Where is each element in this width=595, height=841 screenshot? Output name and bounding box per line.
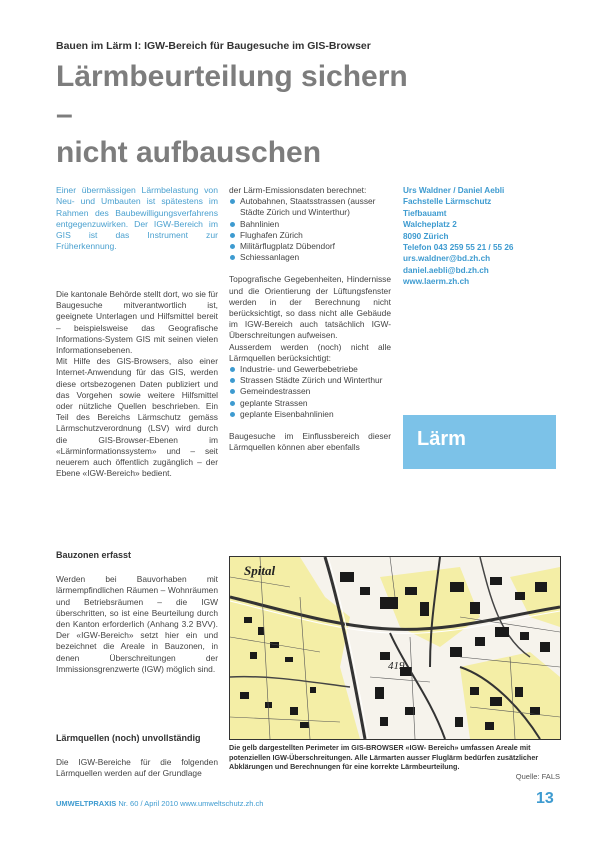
list-item: Industrie- und Gewerbebetriebe [229,364,391,375]
contact-unit: Fachstelle Lärmschutz [403,197,492,207]
footer-issue: Nr. 60 / April 2010 [118,799,178,808]
article-title [56,58,416,172]
contact-street: Walcheplatz 2 [403,220,457,230]
article-kicker: Bauen im Lärm I: IGW-Bereich für Baugesuche im GIS-Browser [56,40,371,52]
contact-city: 8090 Zürich [403,231,449,241]
figure-caption: Die gelb dargestellten Perimeter im GIS-BROWSER «IGW- Bereich» umfassen Areale mit potenziellen IGW-Überschreitungen. Alle Lärmarten ausser Fluglärm bedürfen zusätzlicher Abklärungen und Berechnungen für eine korrekte Lärmbeurteilung. [229,743,539,772]
footer-magazine: UMWELTPRAXIS [56,799,117,808]
body-paragraph: Die kantonale Behörde stellt dort, wo sie für Baugesuche mitverantwortlich ist, geeignete Unterlagen und Hilfsmittel bereit – beispielsweise das Geografische Informations-System GIS mit seinen vielen Informationsebenen. [56,289,219,356]
title-line-1: Lärmbeurteilung sichern – [56,60,408,131]
section-heading: Lärmquellen (noch) unvollständig [56,733,201,743]
contact-phone: Telefon 043 259 55 21 / 55 26 [403,243,514,253]
sources-list [229,196,391,263]
section-bauzonen [56,550,218,675]
title-line-2: nicht aufbauschen [56,136,322,169]
page-footer [56,799,263,808]
topic-tag-label: Lärm [417,428,466,450]
contact-email-link[interactable]: urs.waldner@bd.zh.ch [403,254,491,264]
body-paragraph: Mit Hilfe des GIS-Browsers, also einer Internet-Anwendung für das GIS, werden diese ortsbezogenen Daten publiziert und das Vorgehen sowie weitere Hilfsmittel oder nützliche Quellen beschrieben. Ein Teil des Bereichs Lärmschutz gemäss Lärmschutzverordnung (LSV) wird durch die GIS-Browser-Ebenen im «Lärminformationssystem» und – seit neuerem auch öffentlich zugänglich – der Ebene «IGW-Bereich» bedient. [56,356,218,479]
igw-map-image [229,556,561,740]
topic-tag-box [403,415,556,469]
figure-source: Quelle: FALS [515,772,560,781]
contact-names: Urs Waldner / Daniel Aebli [403,186,505,195]
list-item: Gemeindestrassen [229,386,391,397]
contact-email-link[interactable]: daniel.aebli@bd.zh.ch [403,265,489,275]
contact-dept: Tiefbauamt [403,208,447,218]
body-paragraph: Baugesuche im Einflussbereich dieser Lärmquellen können aber ebenfalls [229,431,391,453]
map-illustration [230,557,560,739]
body-paragraph: Ausserdem werden (noch) nicht alle Lärmquellen berücksichtigt: [229,341,391,363]
body-column-2 [229,185,391,453]
list-item: geplante Eisenbahnlinien [229,409,391,420]
contact-web-link[interactable]: www.laerm.zh.ch [403,277,470,287]
list-item: Bahnlinien [229,219,391,230]
list-item: Flughafen Zürich [229,230,391,241]
section-text: Werden bei Bauvorhaben mit lärmempfindlichen Räumen – Wohnräumen und Betriebsräumen – die IGW überschritten, so ist eine Beurteilung durch den Kanton erforderlich (Anhang 3.2 BVV). Der «IGW-Bereich» setzt hier ein und bezeichnet die Areale in Bauzonen, in denen Überschreitungen der Immissionsgrenzwerte (IGW) möglich sind. [56,574,218,674]
section-laermquellen [56,733,218,780]
list-item: Autobahnen, Staatsstrassen (ausser Städte Zürich und Winterthur) [229,196,391,218]
contact-block [403,185,553,288]
missing-sources-list [229,364,391,420]
section-text: Die IGW-Bereiche für die folgenden Lärmquellen werden auf der Grundlage [56,757,218,779]
sources-intro: der Lärm-Emissionsdaten berechnet: [229,185,367,195]
map-label-spital: Spital [244,563,276,578]
map-label-elevation: 419 [388,660,405,672]
list-item: Schiessanlagen [229,252,391,263]
list-item: Militärflugplatz Dübendorf [229,241,391,252]
list-item: Strassen Städte Zürich und Winterthur [229,375,391,386]
lead-paragraph: Einer übermässigen Lärmbelastung von Neu- und Umbauten ist spätestens im Rahmen des Baubewilligungsverfahrens entgegenzuwirken. Der IGW-Bereich im GIS ist das Instrument zur Früherkennung. [56,185,218,252]
body-column-1 [56,289,218,479]
list-item: geplante Strassen [229,398,391,409]
body-paragraph: Topografische Gegebenheiten, Hindernisse und die Orientierung der Lüftungsfenster werden in der Berechnung nicht berücksichtigt, so dass nicht alle Gebäude im IGW-Bereich auch tatsächlich IGW-Überschreitungen aufweisen. [229,274,391,341]
section-heading: Bauzonen erfasst [56,550,132,560]
page-number: 13 [536,790,554,807]
footer-url[interactable]: www.umweltschutz.zh.ch [180,799,264,808]
